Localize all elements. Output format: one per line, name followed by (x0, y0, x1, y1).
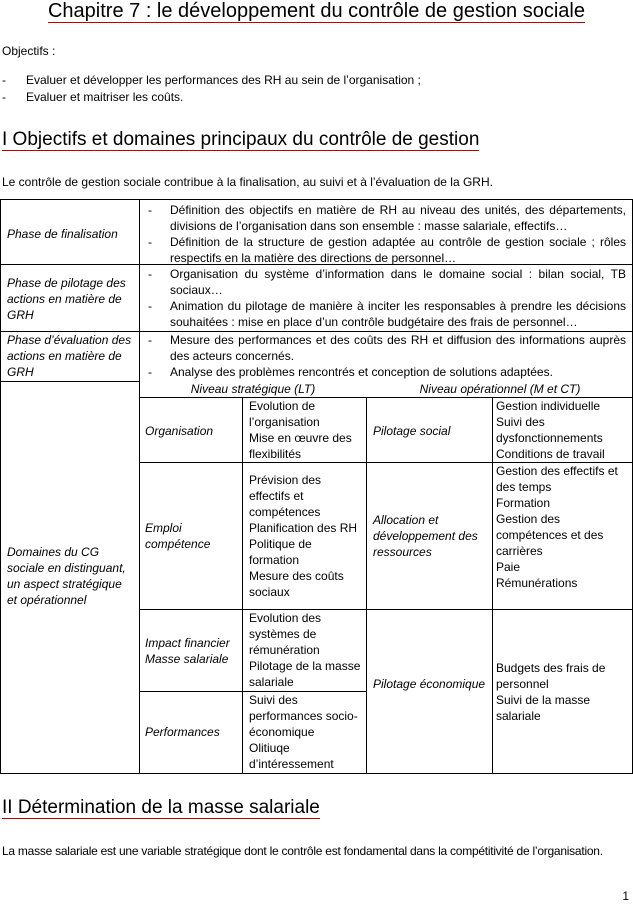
domaines-label: Domaines du CG sociale en distinguant, un aspect stratégique et opérationnel (7, 545, 126, 607)
phase-label: Phase de pilotage des actions en matière de GRH (7, 276, 126, 322)
phase-item: - Définition des objectifs en matière de RH au niveau des unités, des départements, divisions de l’organisation dans son ensemble : masse salariale, effectifs… (148, 203, 626, 233)
strategic-domain: Organisation (145, 424, 214, 438)
strategic-domain: Emploi compétence (145, 521, 211, 551)
operational-items: Gestion des effectifs et des temps Formation Gestion des compétences et des carrières Paie Rémunérations (496, 464, 618, 590)
phase-item: - Organisation du système d’information dans le domaine social : bilan social, TB sociaux… (148, 267, 626, 297)
objectif-text: Evaluer et développer les performances des RH au sein de l’organisation ; (26, 73, 421, 87)
page-title (0, 0, 633, 22)
niveau-strategique-header: Niveau stratégique (LT) (190, 382, 316, 396)
section-intro: La masse salariale est une variable stratégique dont le contrôle est fondamental dans la compétitivité de l’organisation. (2, 844, 603, 858)
operational-items: Budgets des frais de personnel Suivi de la masse salariale (496, 661, 606, 723)
strategic-items: Prévision des effectifs et compétences Planification des RH Politique de formation Mesure des coûts sociaux (249, 473, 358, 599)
operational-domain: Pilotage économique (373, 677, 486, 691)
objectif-item: - Evaluer et développer les performances des RH au sein de l’organisation ; (2, 73, 421, 87)
strategic-domain: Impact financier Masse salariale (145, 636, 230, 666)
objectif-text: Evaluer et maitriser les coûts. (26, 90, 184, 104)
operational-domain: Allocation et développement des ressources (373, 513, 478, 559)
strategic-domain: Performances (145, 725, 220, 739)
page-number: 1 (622, 889, 629, 903)
section-intro: Le contrôle de gestion sociale contribue à la finalisation, au suivi et à l’évaluation de la GRH. (2, 175, 493, 189)
objectif-item: - Evaluer et maitriser les coûts. (2, 90, 184, 104)
strategic-items: Evolution de l’organisation Mise en œuvre des flexibilités (249, 399, 352, 461)
phase-item: - Analyse des problèmes rencontrés et conception de solutions adaptées. (148, 365, 553, 379)
objectifs-label: Objectifs : (2, 44, 56, 58)
section-heading (2, 129, 479, 151)
section-heading-text: I Objectifs et domaines principaux du contrôle de gestion (2, 129, 480, 150)
section-heading (2, 797, 320, 819)
niveau-operationnel-header: Niveau opérationnel (M et CT) (419, 382, 581, 396)
page-title-text: Chapitre 7 : le développement du contrôle de gestion sociale (47, 0, 585, 22)
phase-label: Phase d’évaluation des actions en matière de GRH (7, 333, 132, 379)
operational-items: Gestion individuelle Suivi des dysfonctionnements Conditions de travail (496, 399, 605, 461)
phase-item: - Mesure des performances et des coûts des RH et diffusion des informations auprès des acteurs concernés. (148, 333, 626, 363)
section-heading-text: II Détermination de la masse salariale (2, 797, 320, 818)
phase-item: - Définition de la structure de gestion adaptée au contrôle de gestion sociale ; rôles respectifs en la matière des directions de personnel… (148, 235, 626, 265)
phase-label: Phase de finalisation (7, 227, 118, 241)
operational-domain: Pilotage social (373, 424, 451, 438)
strategic-items: Evolution des systèmes de rémunération Pilotage de la masse salariale (249, 611, 361, 689)
strategic-items: Suivi des performances socio-économique Olitiuqe d’intéressement (249, 693, 358, 771)
phase-item: - Animation du pilotage de manière à inciter les responsables à prendre les décisions souhaitées : mise en place d’un contrôle budgétaire des frais de personnel… (148, 299, 626, 329)
